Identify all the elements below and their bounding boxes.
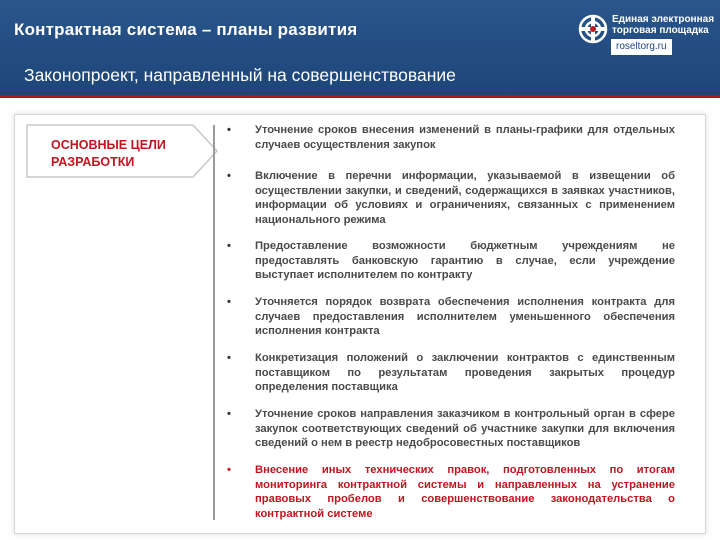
- goal-item: [227, 239, 675, 283]
- goal-item-text: Уточнение сроков внесения изменений в планы-графики для отдельных случаев осуществления закупок: [255, 124, 675, 151]
- logo-text-line2: торговая площадка: [612, 25, 709, 36]
- goal-item-text: Конкретизация положений о заключении контрактов с единственным поставщиком по результатам проведения закрытых процедур определения поставщика: [255, 352, 675, 393]
- roseltorg-logo-icon: [578, 14, 608, 44]
- logo-text-line1: Единая электронная: [612, 14, 715, 25]
- goal-item: [227, 407, 675, 451]
- goal-item-text: Предоставление возможности бюджетным учреждениям не предоставлять банковскую гарантию в случае, если учреждение выступает исполнителем по контракту: [255, 240, 675, 281]
- goal-item: [227, 351, 675, 395]
- goal-item: [227, 169, 675, 227]
- slide-header: [0, 0, 720, 98]
- goal-item-text: Внесение иных технических правок, подготовленных по итогам мониторинга контрактной системы и направленных на устранение правовых пробелов и совершенствование законодательства о контрактной системе: [255, 464, 675, 520]
- goal-item-text: Уточнение сроков направления заказчиком в контрольный орган в сфере закупок соответствующих сведений об участнике закупки для включения сведений о нем в реестр недобросовестных поставщиков: [255, 408, 675, 449]
- bullet: •: [227, 124, 231, 136]
- roseltorg-logo[interactable]: [578, 12, 715, 72]
- bullet: •: [227, 296, 231, 308]
- goal-item-text: Уточняется порядок возврата обеспечения исполнения контракта для случаев предоставления исполнителем уменьшенного обеспечения исполнения контракта: [255, 296, 675, 337]
- divider-line: [213, 125, 215, 520]
- slide-subtitle: Законопроект, направленный на совершенствование: [24, 65, 456, 85]
- bullet: •: [227, 408, 231, 420]
- goal-item: [227, 123, 675, 152]
- bullet: •: [227, 170, 231, 182]
- bullet: •: [227, 464, 231, 476]
- goal-item-highlighted: [227, 463, 675, 521]
- slide-title: Контрактная система – планы развития: [14, 20, 358, 39]
- goal-item-text: Включение в перечни информации, указываемой в извещении об осуществлении закупки, и сведений, содержащихся в заявках участников, информации об условиях и ограничениях, связанных с применением национального режима: [255, 170, 675, 226]
- logo-url: roseltorg.ru: [611, 39, 672, 55]
- goal-item: [227, 295, 675, 339]
- bullet: •: [227, 240, 231, 252]
- goals-tag: [25, 123, 221, 179]
- goals-card: [14, 114, 706, 534]
- goals-tag-label: ОСНОВНЫЕ ЦЕЛИ РАЗРАБОТКИ: [51, 138, 166, 169]
- bullet: •: [227, 352, 231, 364]
